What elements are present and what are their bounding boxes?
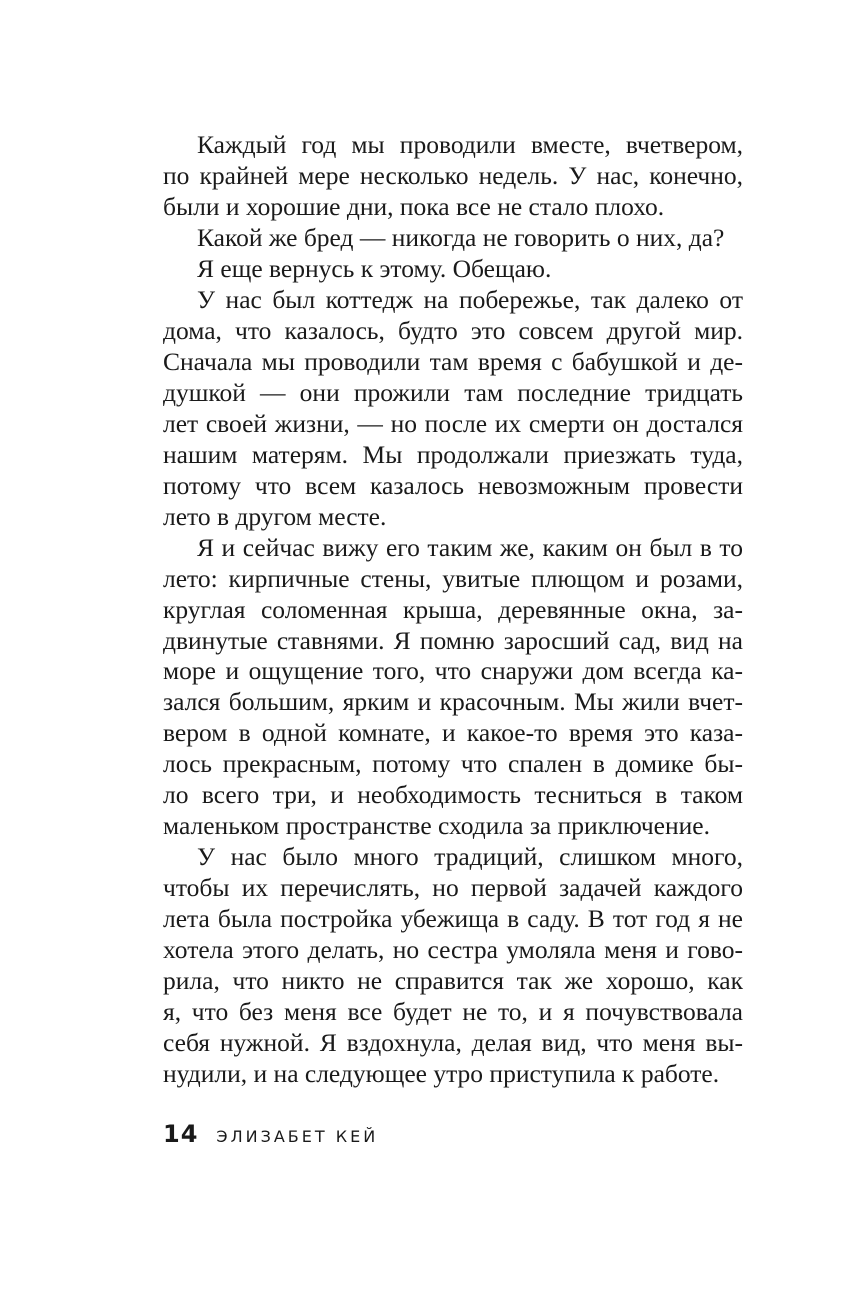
text-line: лось прекрасным, потому что спален в домике бы- — [163, 749, 743, 779]
paragraph — [163, 285, 743, 533]
page-number: 14 — [163, 1120, 199, 1148]
text-line: У нас был коттедж на побережье, так далеко от — [197, 284, 743, 314]
text-line: зался большим, ярким и красочным. Мы жили вчет- — [163, 687, 743, 717]
paragraph — [163, 130, 743, 223]
text-line: У нас было много традиций, слишком много, — [197, 842, 743, 872]
text-line: двинутые ставнями. Я помню заросший сад, вид на — [163, 625, 743, 655]
text-line: Сначала мы проводили там время с бабушкой и де- — [163, 346, 743, 376]
paragraph — [163, 842, 743, 1090]
text-line: море и ощущение того, что снаружи дом всегда ка- — [163, 656, 743, 686]
text-line: Я и сейчас вижу его таким же, каким он был в то — [197, 532, 743, 562]
text-line: маленьком пространстве сходила за приключение. — [163, 811, 710, 841]
text-line: хотела этого делать, но сестра умоляла меня и гово- — [163, 935, 743, 965]
text-line: дома, что казалось, будто это совсем другой мир. — [163, 315, 743, 345]
text-line: нудили, и на следующее утро приступила к работе. — [163, 1059, 720, 1089]
text-line: круглая соломенная крыша, деревянные окна, за- — [163, 594, 743, 624]
text-line: потому что всем казалось невозможным провести — [163, 470, 743, 500]
paragraph — [163, 533, 743, 843]
text-line: чтобы их перечислять, но первой задачей каждого — [163, 873, 743, 903]
text-line: себя нужной. Я вздохнула, делая вид, что меня вы- — [163, 1028, 743, 1058]
text-line: рила, что никто не справится так же хорошо, как — [163, 966, 743, 996]
text-line: ло всего три, и необходимость тесниться в таком — [163, 780, 743, 810]
text-line: лето в другом месте. — [163, 501, 387, 531]
text-line: Я еще вернусь к этому. Обещаю. — [197, 253, 552, 283]
text-line: нашим матерям. Мы продолжали приезжать туда, — [163, 439, 743, 469]
text-line: лето: кирпичные стены, увитые плющом и розами, — [163, 563, 743, 593]
running-head-author: ЭЛИЗАБЕТ КЕЙ — [216, 1127, 379, 1146]
text-line: душкой — они прожили там последние тридцать — [163, 377, 743, 407]
body-text — [163, 130, 743, 1090]
text-line: я, что без меня все будет не то, и я почувствовала — [163, 997, 743, 1027]
text-line: лета была постройка убежища в саду. В тот год я не — [163, 904, 743, 934]
text-line: Каждый год мы проводили вместе, вчетвером, — [197, 130, 743, 159]
text-line: лет своей жизни, — но после их смерти он достался — [163, 408, 743, 438]
page-footer — [163, 1120, 378, 1148]
text-line: Какой же бред — никогда не говорить о них, да? — [197, 222, 725, 252]
paragraph — [163, 254, 743, 285]
text-line: вером в одной комнате, и какое-то время это каза- — [163, 718, 743, 748]
text-line: были и хорошие дни, пока все не стало плохо. — [163, 191, 665, 221]
text-line: по крайней мере несколько недель. У нас, конечно, — [163, 160, 743, 190]
paragraph — [163, 223, 743, 254]
